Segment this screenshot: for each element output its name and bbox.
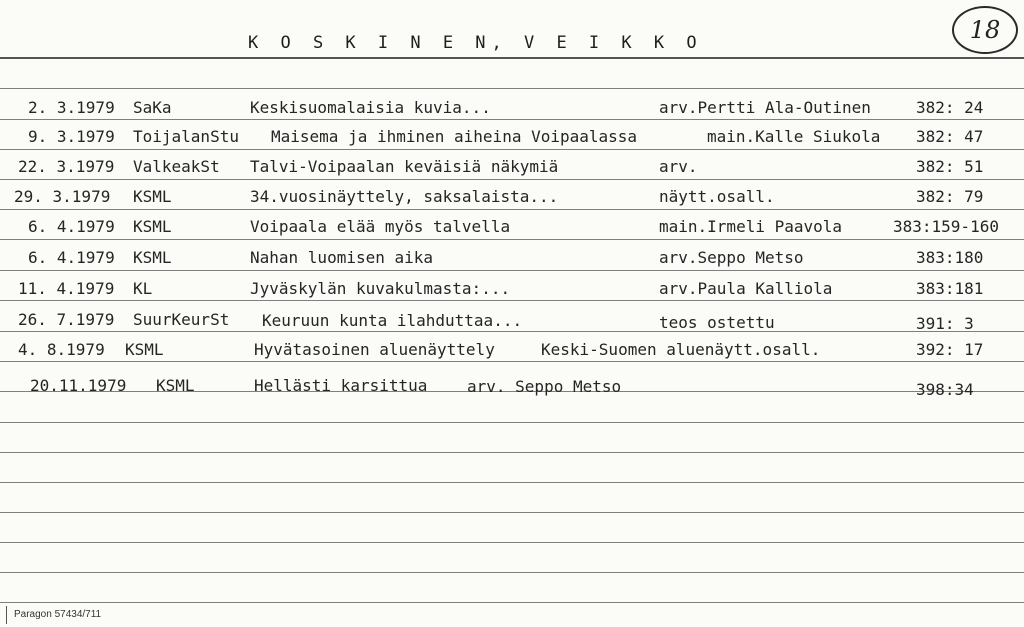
entry-note: arv.Seppo Metso	[659, 248, 804, 267]
entry-title: Hellästi karsittua	[254, 376, 428, 395]
entry-ref: 382: 24	[916, 98, 984, 117]
entry-date: 4. 8.1979	[18, 340, 105, 359]
entry-ref: 382: 79	[916, 187, 984, 206]
ruled-line	[0, 119, 1024, 120]
ruled-line	[0, 300, 1024, 301]
entry-note: main.Irmeli Paavola	[659, 217, 843, 236]
ruled-line	[0, 572, 1024, 573]
entry-title: Keuruun kunta ilahduttaa...	[262, 311, 523, 330]
entry-source: KSML	[133, 187, 172, 206]
ruled-line	[0, 270, 1024, 271]
card-number-circle	[952, 6, 1018, 54]
entry-source: KL	[133, 279, 153, 298]
entry-ref: 382: 47	[916, 127, 984, 146]
entry-source: ToijalanStu	[133, 127, 239, 146]
entry-title: Voipaala elää myös talvella	[250, 217, 511, 236]
ruled-line	[0, 179, 1024, 180]
entry-ref: 383:181	[916, 279, 984, 298]
entry-source: ValkeakSt	[133, 157, 220, 176]
entry-date: 26. 7.1979	[18, 310, 115, 329]
entry-note: Keski-Suomen aluenäytt.osall.	[541, 340, 821, 359]
entry-date: 11. 4.1979	[18, 279, 115, 298]
ruled-line	[0, 482, 1024, 483]
ruled-line	[0, 542, 1024, 543]
entry-note: arv.Paula Kalliola	[659, 279, 833, 298]
entry-title: Keskisuomalaisia kuvia...	[250, 98, 491, 117]
header-rule	[0, 57, 1024, 59]
entry-source: KSML	[133, 217, 172, 236]
entry-date: 6. 4.1979	[28, 248, 115, 267]
ruled-line	[0, 331, 1024, 332]
entry-ref: 391: 3	[916, 314, 974, 333]
entry-date: 22. 3.1979	[18, 157, 115, 176]
entry-date: 2. 3.1979	[28, 98, 115, 117]
entry-ref: 383:159-160	[893, 217, 999, 236]
ruled-line	[0, 88, 1024, 89]
entry-note: arv.Pertti Ala-Outinen	[659, 98, 871, 117]
entry-source: KSML	[125, 340, 164, 359]
entry-source: SuurKeurSt	[133, 310, 230, 329]
entry-source: KSML	[133, 248, 172, 267]
entry-title: Maisema ja ihminen aiheina Voipaalassa	[271, 127, 638, 146]
ruled-line	[0, 422, 1024, 423]
entry-title: Talvi-Voipaalan keväisiä näkymiä	[250, 157, 559, 176]
entry-source: KSML	[156, 376, 195, 395]
entry-date: 20.11.1979	[30, 376, 127, 395]
entry-title: Nahan luomisen aika	[250, 248, 434, 267]
entry-ref: 383:180	[916, 248, 984, 267]
entry-ref: 398:34	[916, 380, 974, 399]
card-number: 18	[969, 16, 1001, 44]
entry-note: main.Kalle Siukola	[707, 127, 881, 146]
entry-note: teos ostettu	[659, 313, 775, 332]
ruled-line	[0, 361, 1024, 362]
entry-note: näytt.osall.	[659, 187, 775, 206]
entry-note: arv.	[659, 157, 698, 176]
card-title: K O S K I N E N, V E I K K O	[248, 33, 703, 53]
entry-ref: 392: 17	[916, 340, 984, 359]
printer-mark: Paragon 57434/711	[14, 609, 102, 620]
entry-title: Hyvätasoinen aluenäyttely	[254, 340, 495, 359]
ruled-line	[0, 209, 1024, 210]
entry-date: 9. 3.1979	[28, 127, 115, 146]
entry-ref: 382: 51	[916, 157, 984, 176]
footer-divider	[6, 606, 7, 624]
ruled-line	[0, 602, 1024, 603]
entry-note: arv. Seppo Metso	[467, 377, 622, 396]
entry-source: SaKa	[133, 98, 172, 117]
ruled-line	[0, 512, 1024, 513]
entry-date: 29. 3.1979	[14, 187, 111, 206]
entry-date: 6. 4.1979	[28, 217, 115, 236]
entry-title: Jyväskylän kuvakulmasta:...	[250, 279, 511, 298]
entry-title: 34.vuosinäyttely, saksalaista...	[250, 187, 559, 206]
ruled-line	[0, 239, 1024, 240]
ruled-line	[0, 149, 1024, 150]
ruled-line	[0, 452, 1024, 453]
